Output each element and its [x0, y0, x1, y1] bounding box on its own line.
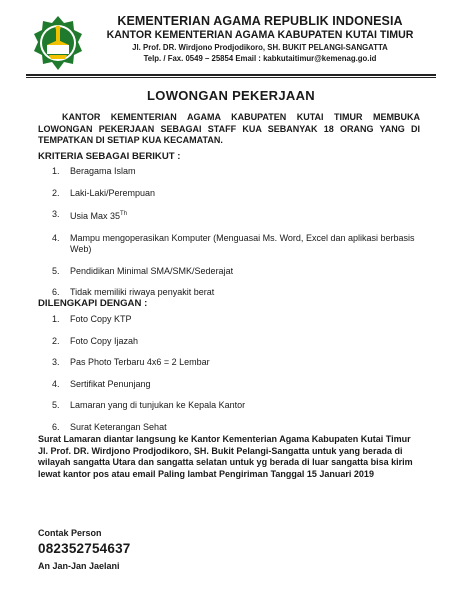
list-item-number: 1.	[52, 166, 60, 176]
list-item-text: Mampu mengoperasikan Komputer (Menguasai Ms. Word, Excel dan aplikasi berbasis Web)	[70, 232, 415, 254]
list-item-number: 2.	[52, 187, 60, 198]
list-item-text: Surat Keterangan Sehat	[70, 421, 167, 432]
list-item-number: 2.	[52, 335, 60, 346]
list-item-text: Pas Photo Terbaru 4x6 = 2 Lembar	[70, 357, 210, 367]
list-item	[52, 422, 422, 434]
ministry-name: KEMENTERIAN AGAMA REPUBLIK INDONESIA	[117, 14, 403, 28]
list-item-text: Foto Copy KTP	[70, 314, 132, 324]
list-item	[52, 357, 422, 369]
list-item-number: 4.	[52, 378, 60, 389]
list-item	[52, 266, 422, 278]
list-item-number: 4.	[52, 232, 60, 243]
list-item-number: 1.	[52, 314, 60, 324]
page-title: LOWONGAN PEKERJAAN	[147, 88, 315, 103]
list-item-text: Tidak memiliki riwaya penyakit berat	[70, 287, 215, 297]
list-item	[52, 233, 422, 256]
criteria-heading: KRITERIA SEBAGAI BERIKUT :	[38, 151, 181, 162]
list-item-text: Beragama Islam	[70, 166, 136, 176]
contact-person-label: Contak Person	[38, 528, 102, 538]
list-item-text: Sertifikat Penunjang	[70, 378, 151, 389]
list-item-number: 5.	[52, 400, 60, 410]
requirements-list	[52, 314, 422, 433]
list-item	[52, 166, 422, 178]
list-item-text: Usia Max 35	[70, 211, 121, 221]
kemenag-logo-icon	[30, 15, 86, 71]
contact-phone: 082352754637	[38, 541, 131, 556]
list-item	[52, 287, 422, 299]
list-item-number: 3.	[52, 209, 60, 219]
office-name: KANTOR KEMENTERIAN AGAMA KABUPATEN KUTAI TIMUR	[106, 29, 414, 41]
letterhead-divider	[26, 74, 436, 76]
list-item-text: Laki-Laki/Perempuan	[70, 187, 156, 198]
list-item-text: Foto Copy Ijazah	[70, 335, 139, 346]
list-item	[52, 209, 422, 223]
list-item-number: 3.	[52, 357, 60, 367]
intro-paragraph: KANTOR KEMENTERIAN AGAMA KABUPATEN KUTAI TIMUR MEMBUKA LOWONGAN PEKERJAAN SEBAGAI STAFF KUA SEBANYAK 18 ORANG YANG DI TEMPATKAN DI SETIAP KUA KECAMATAN.	[38, 112, 420, 145]
list-item	[52, 314, 422, 326]
list-item-superscript: Th	[120, 211, 128, 217]
letterhead-divider-thin	[26, 77, 436, 78]
closing-paragraph: Surat Lamaran diantar langsung ke Kantor Kementerian Agama Kabupaten Kutai Timur Jl. Prof. DR. Wirdjono Prodjodikoro, SH. Bukit Pelangi-Sangatta untuk yang berada di wilayah sangatta Utara dan sangatta selatan untuk yg berada di luar sangatta bisa kirim lewat kantor pos atau email Paling lambat Pengiriman Tanggal 15 Januari 2019	[38, 434, 413, 479]
list-item	[52, 400, 422, 412]
list-item-text: Lamaran yang di tunjukan ke Kepala Kantor	[70, 400, 246, 410]
list-item-text: Pendidikan Minimal SMA/SMK/Sederajat	[70, 265, 234, 276]
list-item	[52, 379, 422, 391]
contact-name: An Jan-Jan Jaelani	[38, 561, 120, 571]
letterhead	[90, 14, 430, 64]
list-item	[52, 336, 422, 348]
criteria-list	[52, 166, 422, 299]
list-item-number: 5.	[52, 265, 60, 276]
office-address: Jl. Prof. DR. Wirdjono Prodjodikoro, SH. BUKIT PELANGI-SANGATTA	[132, 43, 388, 52]
requirements-heading: DILENGKAPI DENGAN :	[38, 298, 148, 309]
list-item-number: 6.	[52, 421, 60, 432]
office-contact: Telp. / Fax. 0549 – 25854 Email : kabkutaitimur@kemenag.go.id	[143, 54, 377, 63]
list-item	[52, 188, 422, 200]
list-item-number: 6.	[52, 287, 60, 297]
